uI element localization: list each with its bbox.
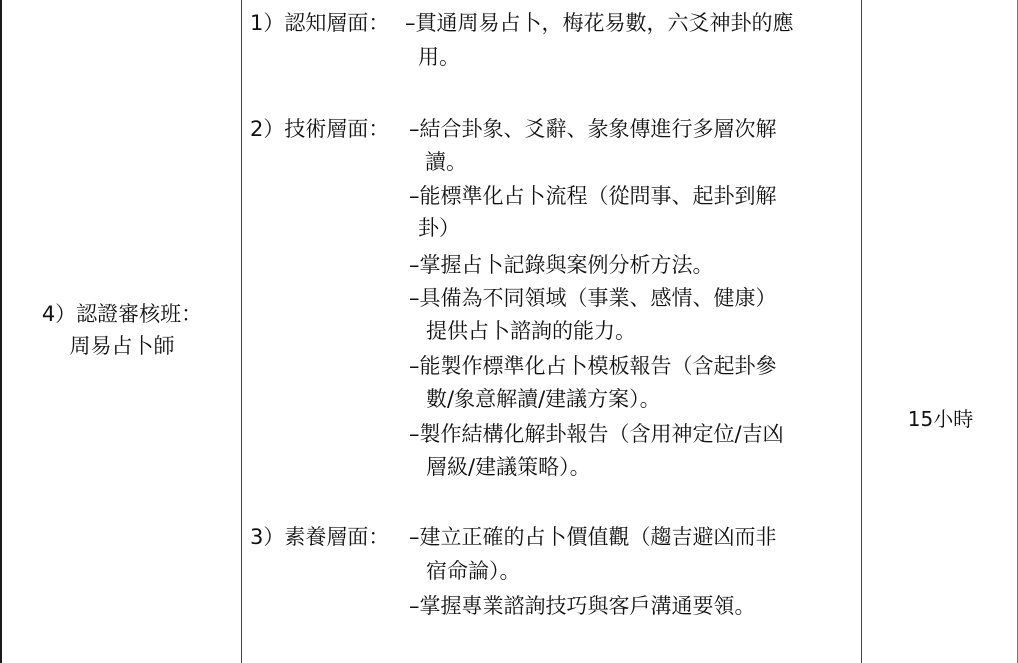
objective-line: 讀。	[425, 150, 467, 174]
objective-line: –掌握專業諮詢技巧與客戶溝通要領。	[409, 594, 756, 618]
objective-line: 數/象意解讀/建議方案）。	[426, 387, 661, 411]
objective-line: 層級/建議策略）。	[426, 455, 591, 479]
objective-line: 宿命論）。	[426, 559, 521, 583]
hours-cell	[861, 0, 1018, 663]
objective-line: 提供占卜諮詢的能力。	[426, 319, 636, 343]
course-name-line-2: 周易占卜師	[69, 334, 175, 358]
objective-line: –製作結構化解卦報告（含用神定位/吉凶	[409, 422, 784, 446]
course-name-cell	[2, 0, 242, 663]
objective-label-literacy: 3）素養層面：	[250, 525, 390, 549]
objective-line: –掌握占卜記錄與案例分析方法。	[409, 253, 714, 277]
objective-line: –貫通周易占卜，梅花易數，六爻神卦的應	[405, 11, 794, 35]
course-name	[2, 298, 242, 362]
objective-label-technical: 2）技術層面：	[250, 117, 390, 141]
objective-line: –結合卦象、爻辭、彖象傳進行多層次解	[409, 117, 777, 141]
objective-line: –具備為不同領域（事業、感情、健康）	[409, 286, 777, 310]
objectives-cell	[241, 0, 862, 663]
objective-line: 卦）	[418, 216, 460, 240]
objective-line: –能標準化占卜流程（從問事、起卦到解	[409, 184, 777, 208]
course-hours: 15小時	[907, 407, 974, 431]
objective-label-cognitive: 1）認知層面：	[250, 11, 390, 35]
course-name-line-1: 4）認證審核班：	[41, 302, 203, 326]
objective-line: 用。	[418, 45, 460, 69]
objective-line: –建立正確的占卜價值觀（趨吉避凶而非	[409, 525, 777, 549]
objective-line: –能製作標準化占卜模板報告（含起卦參	[409, 354, 777, 378]
